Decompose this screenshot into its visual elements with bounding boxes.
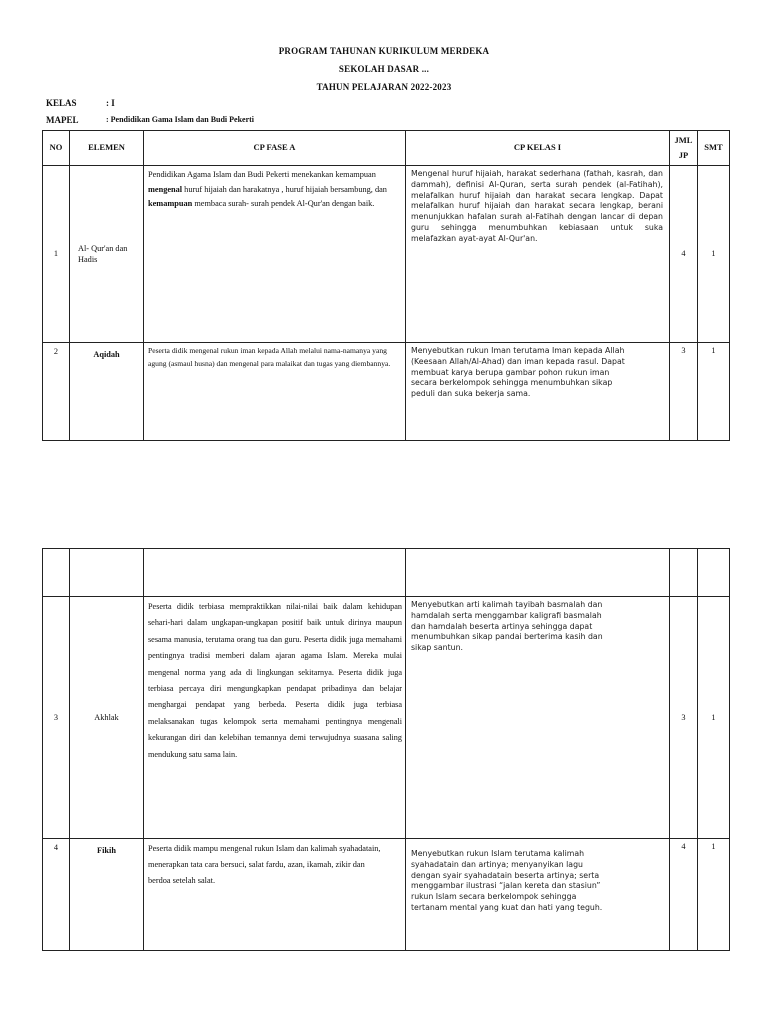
col-no: NO [43,131,70,166]
col-jml-jp: JML JP [670,131,698,166]
row-no: 4 [43,839,70,951]
col-smt: SMT [698,131,730,166]
row-cp-kelas: Mengenal huruf hijaiah, harakat sederhana (fathah, kasrah, dan dammah), definisi Al-Quran, serta surah pendek (al-Fatihah), melafalkan huruf hijaiah dan harakat secara lengkap. Dapat melafalkan huruf hijaiah dan harakat secara lengkap, berani menunjukkan hafalan surah al-Fatihah dengan lancar di depan guru sehingga menumbuhkan kebiasaan untuk suka melafazkan ayat-ayat Al-Qur'an. [406,166,670,343]
empty-row [43,549,730,597]
kelas-field [46,98,115,108]
program-table-2 [42,548,730,951]
row-jml-jp: 3 [670,597,698,839]
table-row [43,166,730,343]
row-jml-jp: 4 [670,166,698,343]
row-cp-fase: Peserta didik mengenal rukun iman kepada Allah melalui nama-namanya yang agung (asmaul husna) dan mengenal para malaikat dan tugas yang diembannya. [144,343,406,441]
mapel-field [46,115,255,125]
school-name: SEKOLAH DASAR ... [338,64,430,74]
table-header-row [43,131,730,166]
row-cp-kelas: Menyebutkan rukun Islam terutama kalimah syahadatain dan artinya; menyanyikan lagu dengan syair syahadatain beserta artinya; serta menggambar ilustrasi “jalan kereta dan stasiun” rukun Islam secara berkelompok sehingga tertanam mental yang kuat dan hati yang teguh. [406,839,670,951]
mapel-label: MAPEL [46,115,79,125]
row-jml-jp: 3 [670,343,698,441]
col-cp-kelas: CP KELAS I [406,131,670,166]
row-smt: 1 [698,597,730,839]
table-row [43,343,730,441]
row-jml-jp: 4 [670,839,698,951]
row-smt: 1 [698,343,730,441]
program-table-1 [42,130,730,441]
table-row [43,597,730,839]
row-no: 3 [43,597,70,839]
row-cp-fase: Peserta didik mampu mengenal rukun Islam dan kalimah syahadatain, menerapkan tata cara bersuci, salat fardu, azan, ikamah, zikir dan berdoa setelah salat. [144,839,406,951]
row-no: 1 [43,166,70,343]
row-elemen: Al- Qur'an dan Hadis [70,166,144,343]
kelas-value: : I [106,98,115,108]
academic-year: TAHUN PELAJARAN 2022-2023 [316,82,452,92]
row-cp-fase: Peserta didik terbiasa mempraktikkan nilai-nilai baik dalam kehidupan sehari-hari dalam ungkapan-ungkapan positif baik untuk dirinya maupun sesama manusia, terutama orang tua dan guru. Peserta didik juga memahami pentingnya tradisi memberi dalam ajaran agama Islam. Mereka mulai mengenal norma yang ada di lingkungan sekitarnya. Peserta didik juga terbiasa percaya diri mengungkapkan pendapat pribadinya dan belajar menghargai pendapat yang berbeda. Peserta didik juga terbiasa melaksanakan tugas kelompok serta memahami pentingnya mengenali kekurangan diri dan kelebihan temannya demi terwujudnya suasana saling mendukung satu sama lain. [144,597,406,839]
row-no: 2 [43,343,70,441]
row-smt: 1 [698,839,730,951]
col-elemen: ELEMEN [70,131,144,166]
row-elemen: Akhlak [70,597,144,839]
row-cp-kelas: Menyebutkan rukun Iman terutama Iman kepada Allah (Keesaan Allah/Al-Ahad) dan iman kepada rasul. Dapat membuat karya berupa gambar pohon rukun iman secara berkelompok sehingga menumbuhkan sikap peduli dan suka bekerja sama. [406,343,670,441]
row-elemen: Aqidah [70,343,144,441]
row-cp-fase: Pendidikan Agama Islam dan Budi Pekerti menekankan kemampuan mengenal huruf hijaiah dan harakatnya , huruf hijaiah bersambung, dan kemampuan membaca surah- surah pendek Al-Qur'an dengan baik. [144,166,406,343]
row-elemen: Fikih [70,839,144,951]
row-cp-kelas: Menyebutkan arti kalimah tayibah basmalah dan hamdalah serta menggambar kaligrafi basmalah dan hamdalah beserta artinya sehingga dapat menumbuhkan sikap pandai berterima kasih dan sikap santun. [406,597,670,839]
kelas-label: KELAS [46,98,77,108]
row-smt: 1 [698,166,730,343]
mapel-value: : Pendidikan Gama Islam dan Budi Pekerti [106,115,255,124]
doc-title: PROGRAM TAHUNAN KURIKULUM MERDEKA [278,46,490,56]
table-row [43,839,730,951]
col-cp-fase: CP FASE A [144,131,406,166]
